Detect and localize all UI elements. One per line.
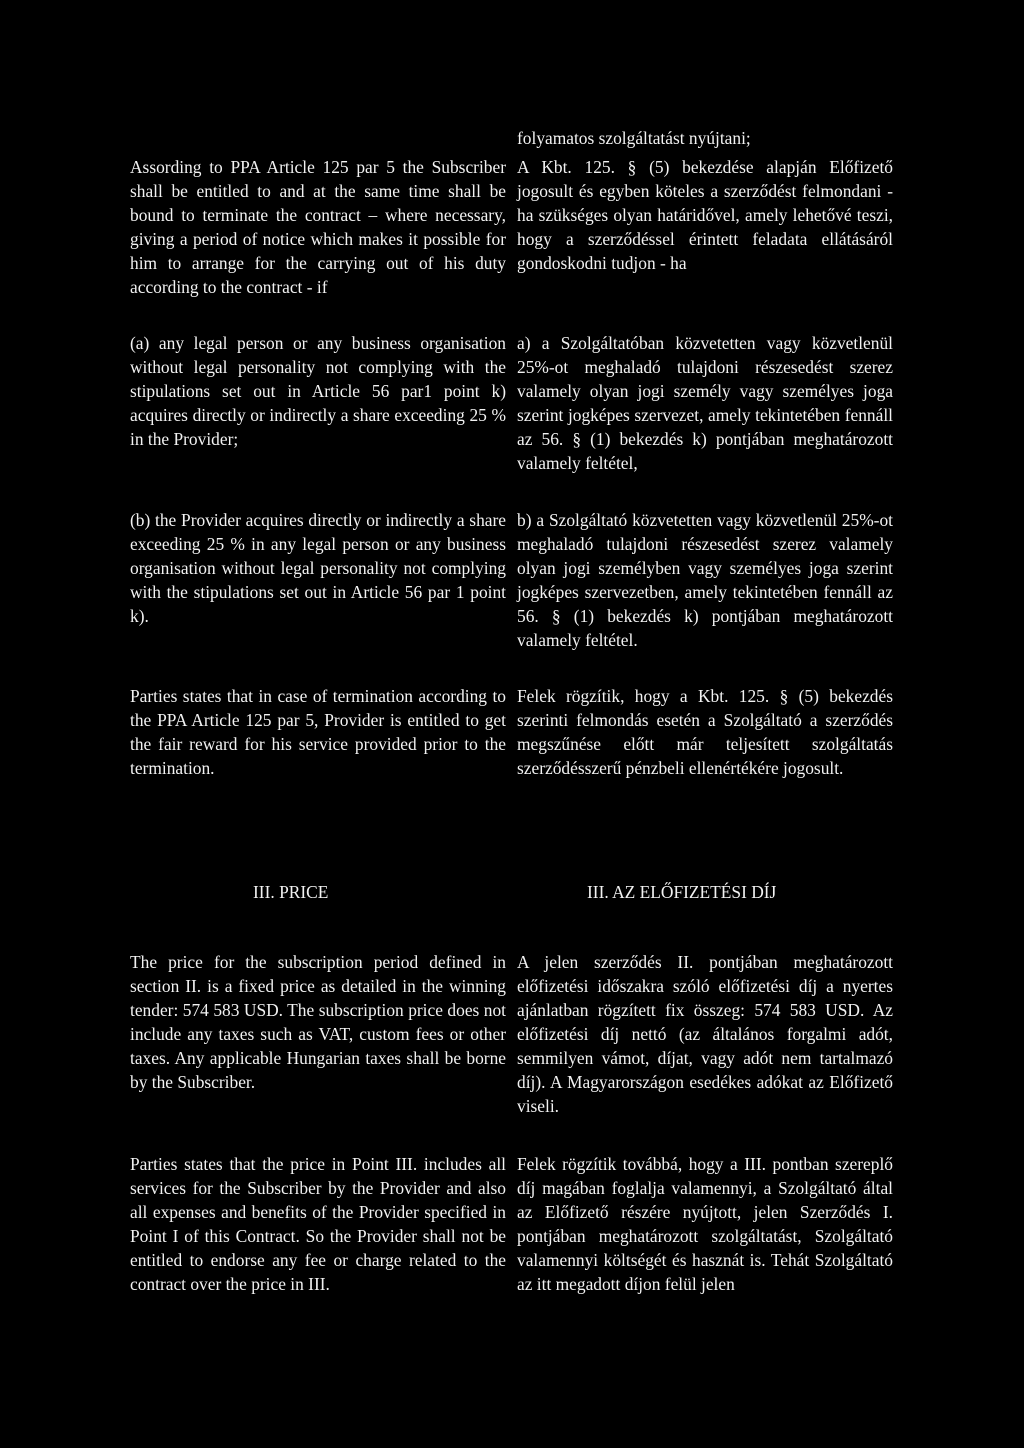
hungarian-price-includes-paragraph: Felek rögzítik továbbá, hogy a III. pontban szereplő díj magában foglalja valamennyi, a Szolgáltató által az Előfizető részére nyújtott, jelen Szerződés I. pontjában meghatározott szolgáltatást, Szolgáltató valamennyi költségét és hasznát is. Tehát Szolgáltató az itt megadott díjon felül jelen [517, 1154, 893, 1294]
hungarian-termination-paragraph: Felek rögzítik, hogy a Kbt. 125. § (5) bekezdés szerinti felmondás esetén a Szolgáltató a szerződés megszűnése előtt már teljesített szolgáltatás szerződésszerű pénzbeli ellenértékére jogosult. [517, 686, 893, 778]
english-termination-paragraph: Parties states that in case of termination according to the PPA Article 125 par 5, Provider is entitled to get the fair reward for his service provided prior to the termination. [130, 686, 506, 778]
hungarian-intro-paragraph: A Kbt. 125. § (5) bekezdése alapján Előfizető jogosult és egyben köteles a szerződést felmondani - ha szükséges olyan határidővel, amely lehetővé teszi, hogy a szerződéssel érintett feladata ellátásáról gondoskodni tudjon - ha [517, 157, 893, 273]
english-section-heading: III. PRICE [253, 882, 329, 902]
hungarian-price-paragraph: A jelen szerződés II. pontjában meghatározott előfizetési időszakra szóló előfizetési díj a nyertes ajánlatban rögzített fix összeg: 574 583 USD. Az előfizetési díj nettó (az általános forgalmi adót, semmilyen vámot, díjat, vagy adót nem tartalmazó díj). A Magyarországon esedékes adókat az Előfizető viseli. [517, 952, 893, 1116]
english-price-paragraph: The price for the subscription period defined in section II. is a fixed price as detailed in the winning tender: 574 583 USD. The subscription price does not include any taxes such as VAT, custom fees or other taxes. Any applicable Hungarian taxes shall be borne by the Subscriber. [130, 952, 506, 1092]
hungarian-section-heading: III. AZ ELŐFIZETÉSI DÍJ [587, 882, 777, 902]
english-price-includes-paragraph: Parties states that the price in Point III. includes all services for the Subscriber by the Provider and also all expenses and benefits of the Provider specified in Point I of this Contract. So the Provider shall not be entitled to endorse any fee or charge related to the contract over the price in III. [130, 1154, 506, 1294]
hungarian-item-a: a) a Szolgáltatóban közvetetten vagy közvetlenül 25%-ot meghaladó tulajdoni részesedést szerez valamely olyan jogi személy vagy személyes joga szerint jogképes szervezet, amely tekintetében fennáll az 56. § (1) bekezdés k) pontjában meghatározott valamely feltétel, [517, 333, 893, 473]
english-item-a: (a) any legal person or any business organisation without legal personality not complying with the stipulations set out in Article 56 par1 point k) acquires directly or indirectly a share exceeding 25 % in the Provider; [130, 333, 506, 449]
english-item-b: (b) the Provider acquires directly or indirectly a share exceeding 25 % in any legal person or any business organisation without legal personality not complying with the stipulations set out in Article 56 par 1 point k). [130, 510, 506, 626]
hungarian-item-b: b) a Szolgáltató közvetetten vagy közvetlenül 25%-ot meghaladó tulajdoni részesedést szerez valamely olyan jogi személyben vagy személyes joga szerint jogképes szervezetben, amely tekintetében fennáll az 56. § (1) bekezdés k) pontjában meghatározott valamely feltétel. [517, 510, 893, 650]
english-intro-paragraph: Assording to PPA Article 125 par 5 the Subscriber shall be entitled to and at the same time shall be bound to terminate the contract – where necessary, giving a period of notice which makes it possible for him to arrange for the carrying out of his duty according to the contract - if [130, 157, 506, 297]
hungarian-carryover-line: folyamatos szolgáltatást nyújtani; [517, 128, 751, 148]
